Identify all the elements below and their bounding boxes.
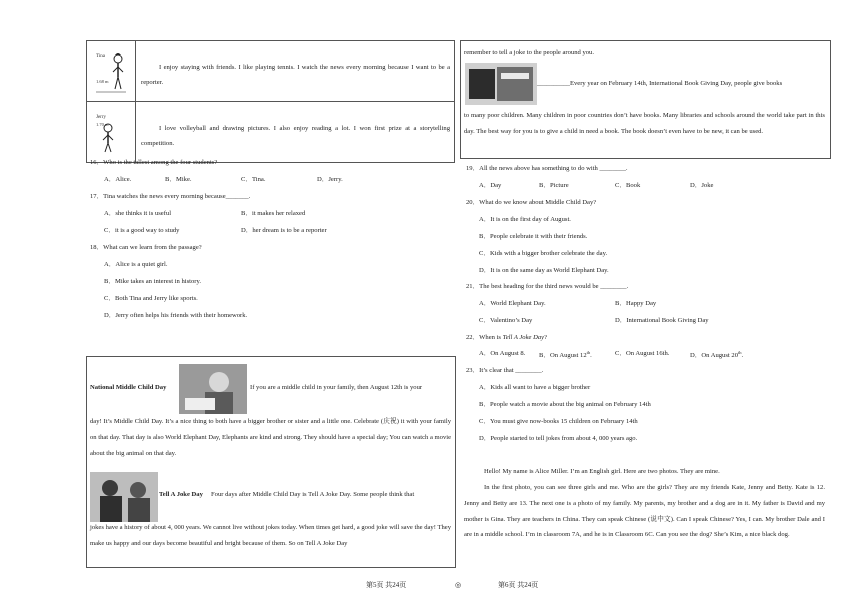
question-22 — [466, 334, 547, 342]
q21-option-b: B．Happy Day — [615, 300, 657, 307]
student-table — [86, 40, 455, 163]
q19-option-a: A．Day — [479, 182, 502, 189]
question-19: 19．All the news above has something to do with ________. — [466, 165, 628, 172]
q23-option-b: B．People watch a movie about the big animal on February 14th — [479, 401, 651, 408]
question-17: 17．Tina watches the news every morning because_______. — [90, 193, 251, 200]
tell-a-joke-day-text: jokes have a history of about 4, 000 years. We cannot live without jokes today. When times get hard, a good joke will save the day! They make us happy and our days become beautiful and bright because of them. So on Tell A Joke Day — [90, 524, 451, 547]
books-photo-icon — [465, 63, 537, 105]
binding-mark: ◎ — [455, 581, 462, 589]
student-picture-cell — [87, 102, 136, 162]
joke-day-photo — [90, 472, 158, 522]
svg-text:Tina: Tina — [96, 54, 105, 59]
q23-option-d: D．People started to tell jokes from about 4, 000 years ago. — [479, 435, 638, 442]
boy-photo-icon — [179, 364, 247, 414]
student-picture-cell — [87, 41, 136, 101]
q19-option-c: C．Book — [615, 182, 641, 189]
q17-option-a: A．she thinks it is useful — [104, 210, 172, 217]
svg-text:1.70 m: 1.70 m — [96, 122, 109, 127]
student-text: I enjoy staying with friends. I like playing tennis. I watch the news every morning because I want to be a reporter. — [141, 64, 450, 86]
q22-option-a: A．On August 8. — [479, 350, 526, 357]
people-photo-icon — [90, 472, 158, 522]
question-18: 18．What can we learn from the passage? — [90, 244, 202, 251]
q17-option-d: D．her dream is to be a reporter — [241, 227, 327, 234]
q16-option-c: C．Tina. — [241, 176, 266, 183]
q22-option-d — [690, 350, 743, 360]
q22-option-d-end: . — [741, 352, 744, 360]
q20-option-a: A．It is on the first day of August. — [479, 216, 571, 223]
q19-option-b: B．Picture — [539, 182, 569, 189]
question-16: 16．Who is the tallest among the four students? — [90, 159, 218, 166]
q18-option-b: B．Mike takes an interest in history. — [104, 278, 201, 285]
middle-child-day-title: National Middle Child Day — [90, 384, 167, 391]
page-number-right: 第6页 共24页 — [498, 581, 539, 589]
boy-figure-icon — [94, 110, 128, 154]
q21-option-d: D．International Book Giving Day — [615, 317, 709, 324]
student-row-tina — [87, 41, 454, 102]
q22-option-b-text: B．On August 12 — [539, 352, 587, 360]
tell-a-joke-day-title: Tell A Joke Day — [159, 491, 203, 498]
q20-option-d: D．It is on the same day as World Elephant Day. — [479, 267, 609, 274]
middle-child-day-intro: If you are a middle child in your family, then August 12th is your — [250, 384, 423, 391]
q18-option-d: D．Jerry often helps his friends with their homework. — [104, 312, 248, 319]
book-giving-day-text: to many poor children. Many children in poor countries don’t have books. Many libraries and schools around the world take part in this day. The best way for you is to give a child in need a book. The book doesn’t even have to be new, it can be used. — [464, 112, 825, 135]
q16-option-a: A．Alice. — [104, 176, 132, 183]
svg-text:Jerry: Jerry — [96, 115, 106, 120]
q22-option-b — [539, 350, 592, 360]
student-text: I love volleyball and drawing pictures. I also enjoy reading a lot. I won first prize at a storytelling competition. — [141, 125, 450, 147]
q17-option-c: C．it is a good way to study — [104, 227, 180, 234]
book-giving-day-intro: __________Every year on February 14th, International Book Giving Day, people give books — [537, 80, 783, 87]
q22-stem-italic: Tell A Joke Day — [502, 334, 545, 341]
q22-stem-post: ? — [544, 334, 548, 341]
q18-option-c: C．Both Tina and Jerry like sports. — [104, 295, 198, 302]
page-number-left: 第5页 共24页 — [366, 581, 407, 589]
q22-option-b-sup: th — [586, 350, 591, 355]
q22-option-d-text: D．On August 20 — [690, 352, 738, 360]
girl-figure-icon — [94, 49, 128, 93]
boy-with-cake-photo — [179, 364, 247, 414]
q18-option-a: A．Alice is a quiet girl. — [104, 261, 168, 268]
q22-option-d-sup: th — [738, 350, 742, 355]
student-row-jerry — [87, 102, 454, 162]
q17-option-b: B．it makes her relaxed — [241, 210, 306, 217]
question-20: 20．What do we know about Middle Child Day? — [466, 199, 597, 206]
middle-child-day-text: day! It’s Middle Child Day. It’s a nice thing to both have a bigger brother or sister and a little one. Celebrate (庆祝) it with your family on that day. That day is also World Elephant Day, Elephants are kind and strong. They should have a special day; You can watch a movie about the big animal on that day. — [90, 418, 451, 457]
q20-option-b: B．People celebrate it with their friends. — [479, 233, 588, 240]
q16-option-b: B．Mike. — [165, 176, 192, 183]
q22-option-b-end: . — [590, 352, 592, 360]
q21-option-a: A．World Elephant Day. — [479, 300, 546, 307]
svg-text:1.68 m: 1.68 m — [96, 79, 109, 84]
q23-option-a: A．Kids all want to have a bigger brother — [479, 384, 591, 391]
q21-option-c: C．Valentino’s Day — [479, 317, 533, 324]
alice-intro: Hello! My name is Alice Miller. I’m an English girl. Here are two photos. They are mine. — [484, 468, 720, 475]
tell-a-joke-day-intro: Four days after Middle Child Day is Tell A Joke Day. Some people think that — [211, 491, 415, 498]
question-21: 21．The best heading for the third news would be ________. — [466, 283, 629, 290]
joke-day-reminder: remember to tell a joke to the people around you. — [464, 49, 595, 56]
q19-option-d: D．Joke — [690, 182, 714, 189]
alice-passage: In the first photo, you can see three girls and me. Who are the girls? They are my friends Kate, Jenny and Betty. Kate is 12. Jenny and Betty are 13. The next one is a photo of my family. My parents, my brother and a dog are in it. My father is David and my mother is Gina. They are teachers in China. They can speak Chinese (说中文). Can I speak Chinese? Yes, I can. My brother Dale and I are in a middle school. I’m in classroom 7A, and he is in Classroom 6C. Can you see the dog? She’s Kim, a nice black dog. — [464, 484, 825, 539]
q16-option-d: D．Jerry. — [317, 176, 343, 183]
q23-option-c: C．You must give now-books 15 children on February 14th — [479, 418, 638, 425]
question-23: 23．It’s clear that ________. — [466, 367, 544, 374]
q20-option-c: C．Kids with a bigger brother celebrate the day. — [479, 250, 608, 257]
book-day-photo — [465, 63, 537, 105]
q22-stem-pre: 22．When is — [466, 334, 503, 341]
q22-option-c: C．On August 16th. — [615, 350, 670, 357]
